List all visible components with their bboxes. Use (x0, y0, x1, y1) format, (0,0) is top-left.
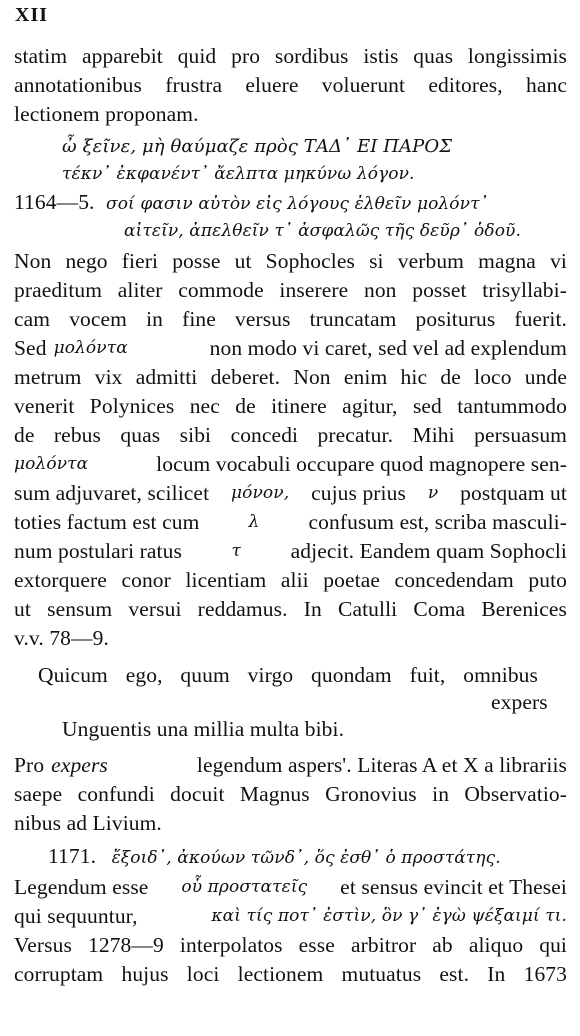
text-line: cam vocem in fine versus truncatam positurus fuerit. (14, 307, 567, 331)
text-line: toties factum est cum λ confusum est, scriba masculi- (14, 510, 567, 534)
verse-number: 1164—5. σοί φασιν αὐτὸν εἰς λόγους ἐλθεῖν μολόντ᾽ (14, 190, 489, 214)
verse-number: 1171. ἔξοιδ᾽, ἀκούων τῶνδ᾽, ὅς ἐσθ᾽ ὁ προστάτης. (48, 844, 501, 868)
text-line: praeditum aliter commode inserere non posset trisyllabi- (14, 278, 567, 302)
text-line: Legendum esse οὗ προστατεῖς et sensus evincit et Thesei (14, 875, 567, 899)
text-line: qui sequuntur, καὶ τίς ποτ᾽ ἐστὶν, ὃν γ᾽ ἐγὼ ψέξαιμί τι. (14, 904, 567, 928)
text-line: de rebus quas sibi concedi precatur. Mihi persuasum (14, 423, 567, 447)
greek-verse: τέκν᾽ ἐκφανέντ᾽ ἄελπτα μηκύνω λόγον. (62, 164, 415, 184)
text-line: corruptam hujus loci lectionem mutuatus est. In 1673 (14, 962, 567, 986)
text-line: Pro expers legendum aspers'. Literas A et X a librariis (14, 753, 567, 777)
quoted-verse: Quicum ego, quum virgo quondam fuit, omnibus (38, 663, 538, 687)
text-line: nibus ad Livium. (14, 811, 162, 835)
text-line: Non nego fieri posse ut Sophocles si verbum magna vi (14, 249, 567, 273)
text-line: num postulari ratus τ adjecit. Eandem quam Sophocli (14, 539, 567, 563)
text-line: venerit Polynices nec de itinere agitur, sed tantummodo (14, 394, 567, 418)
greek-verse: ὦ ξεῖνε, μὴ θαύμαζε πρὸς ΤΑΔ᾽ ΕΙ ΠΑΡΟΣ (62, 136, 453, 157)
text-line: μολόντα locum vocabuli occupare quod magnopere sen- (14, 452, 567, 476)
text-line: metrum vix admitti deberet. Non enim hic de loco unde (14, 365, 567, 389)
page-number: XII (15, 4, 49, 26)
text-line: statim apparebit quid pro sordibus istis quas longissimis (14, 44, 567, 68)
text-line: Sed μολόντα non modo vi caret, sed vel ad explendum (14, 336, 567, 360)
text-line: lectionem proponam. (14, 102, 199, 126)
quoted-verse: Unguentis una millia multa bibi. (62, 717, 345, 741)
text-line: Versus 1278—9 interpolatos esse arbitror ab aliquo qui (14, 933, 567, 957)
greek-verse: αἰτεῖν, ἀπελθεῖν τ᾽ ἀσφαλῶς τῆς δεῦρ᾽ ὁδοῦ. (124, 221, 521, 241)
greek-verse: ἔξοιδ᾽, ἀκούων τῶνδ᾽, ὅς ἐσθ᾽ ὁ προστάτης. (111, 848, 501, 868)
greek-verse: σοί φασιν αὐτὸν εἰς λόγους ἐλθεῖν μολόντ᾽ (106, 194, 489, 214)
text-line: v.v. 78—9. (14, 626, 109, 650)
text-line: sum adjuvaret, scilicet μόνον, cujus prius ν postquam ut (14, 481, 567, 505)
text-line: ut sensum versui reddamus. In Catulli Coma Berenices (14, 597, 567, 621)
text-line: annotationibus frustra eluere voluerunt editores, hanc (14, 73, 567, 97)
quoted-verse: expers (491, 690, 548, 714)
text-line: extorquere conor licentiam alii poetae concedendam puto (14, 568, 567, 592)
text-line: saepe confundi docuit Magnus Gronovius in Observatio- (14, 782, 567, 806)
